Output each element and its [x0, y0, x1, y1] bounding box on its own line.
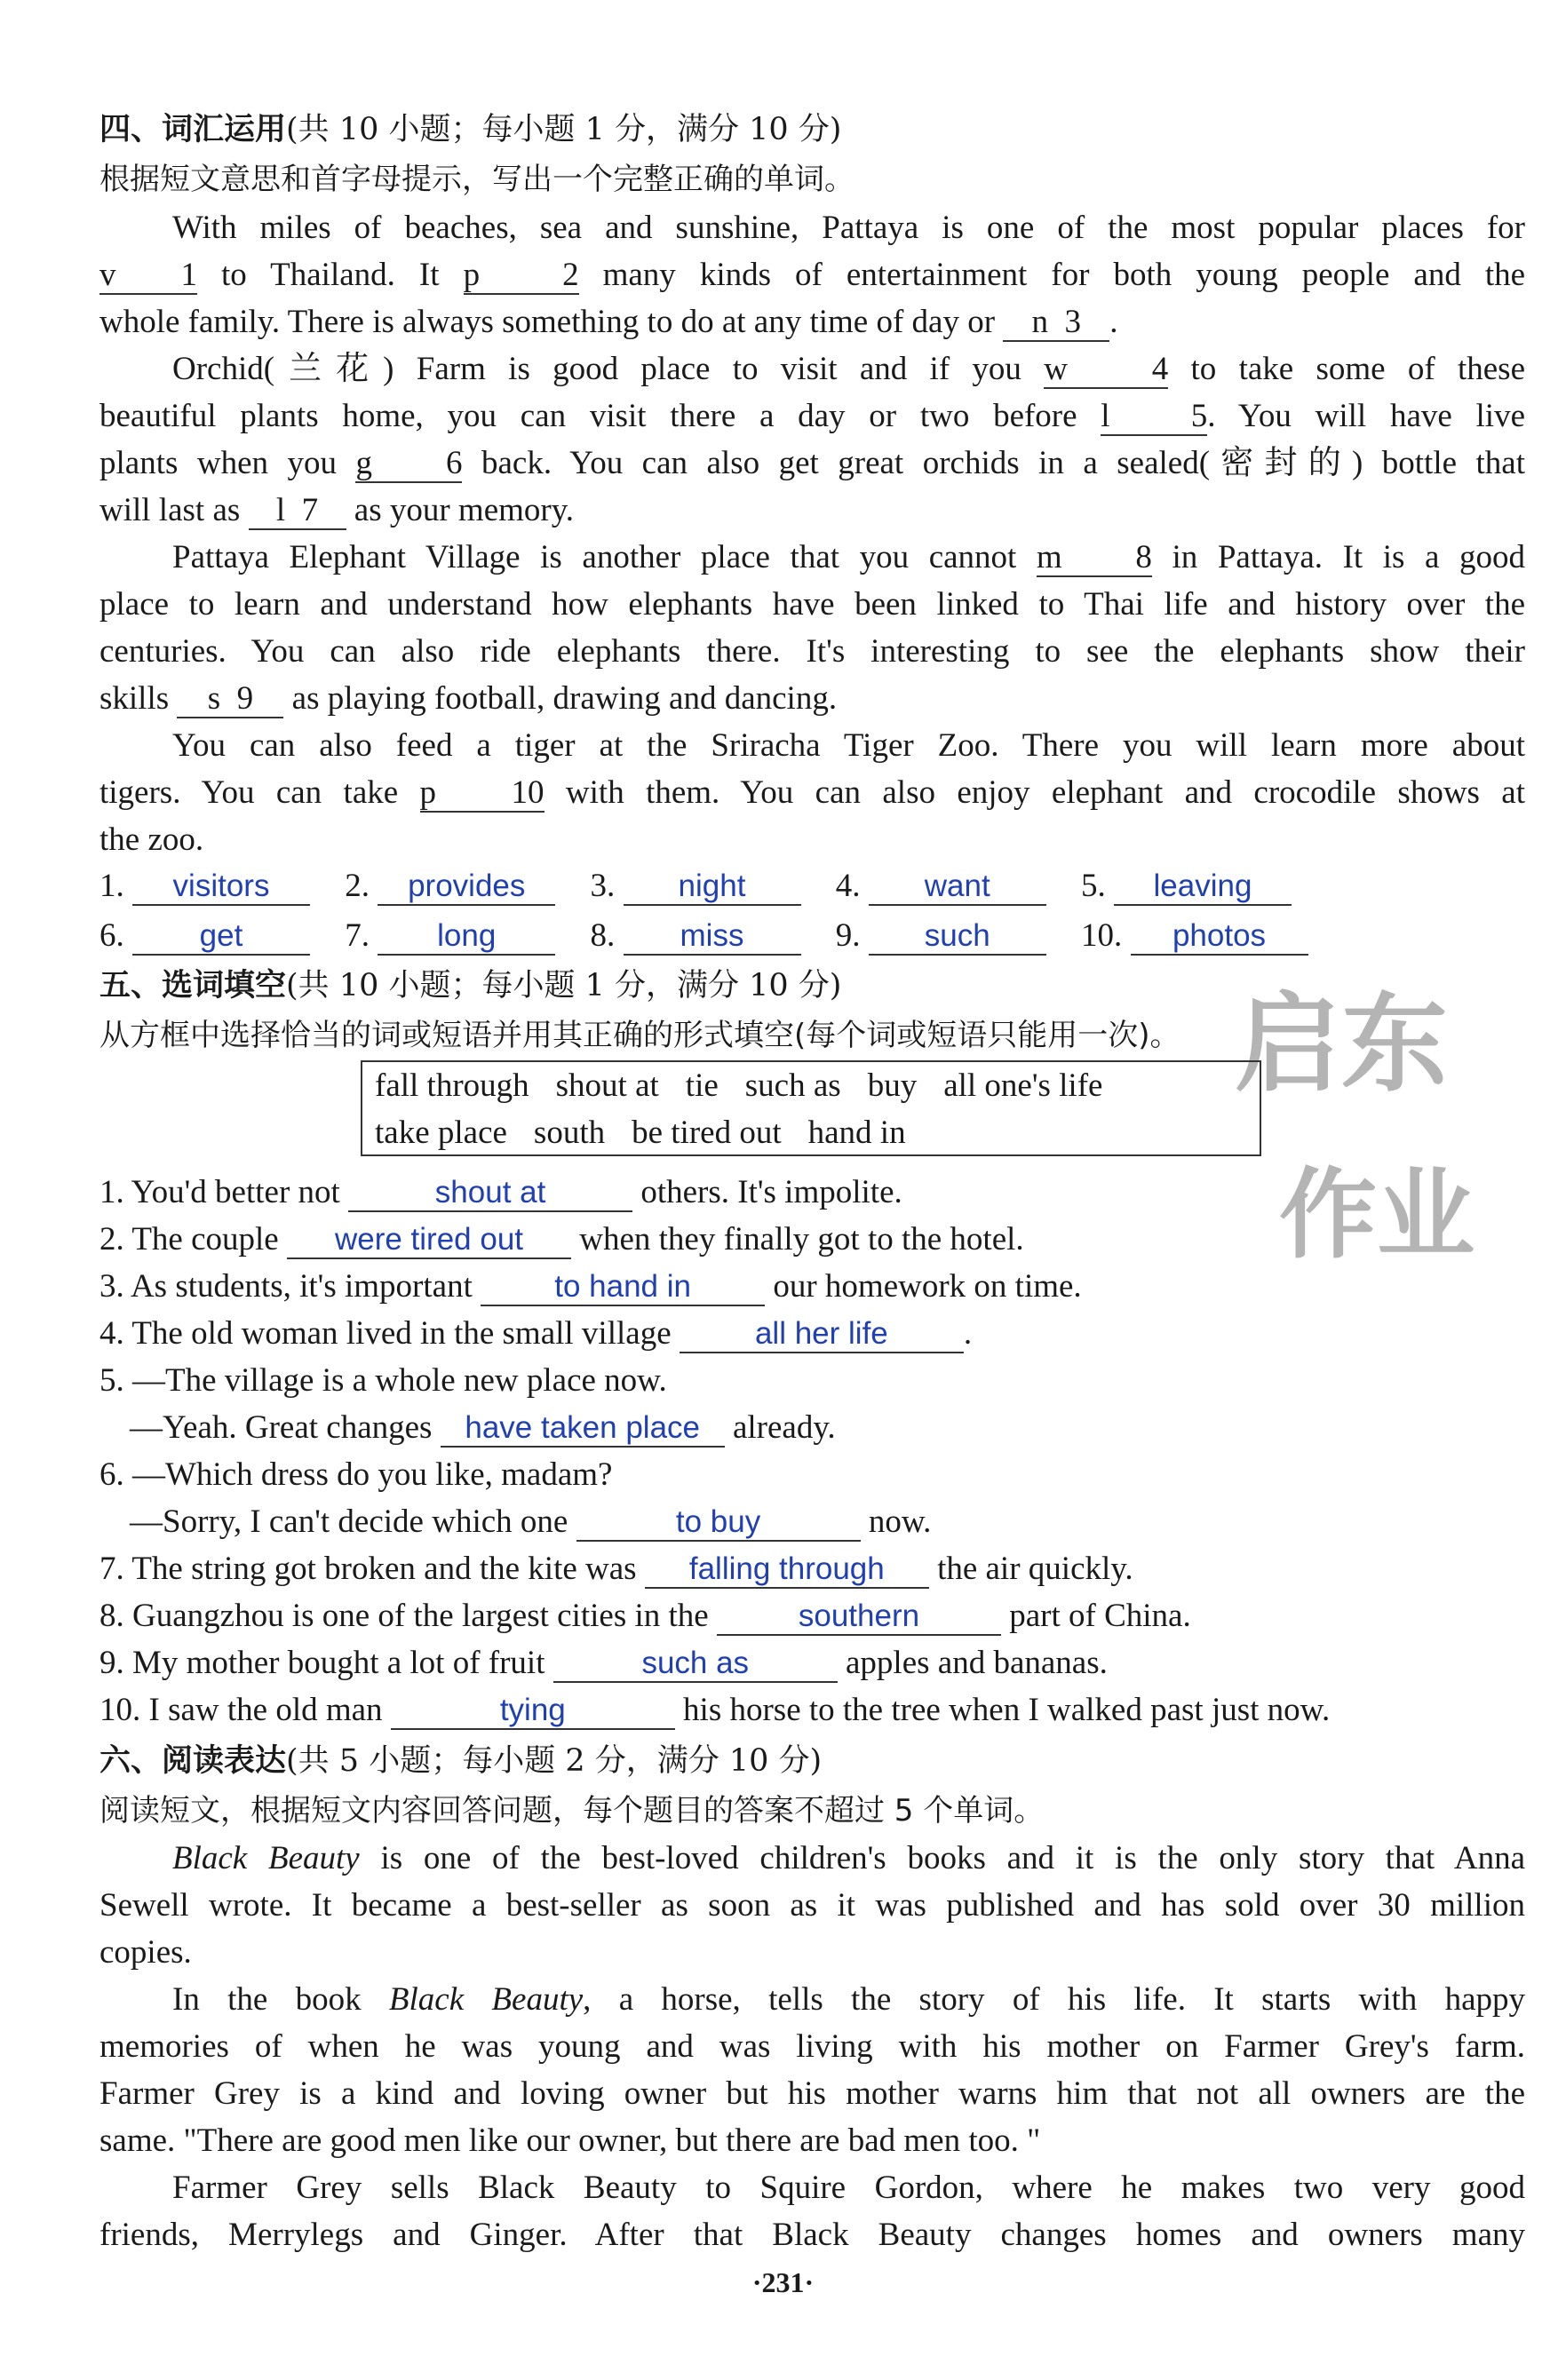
- section5-instruction: 从方框中选择恰当的词或短语并用其正确的形式填空(每个词或短语只能用一次)。: [99, 1018, 1180, 1053]
- question-line: 9. My mother bought a lot of fruit such as apples and bananas.: [99, 1645, 1108, 1681]
- passage-line: centuries. You can also ride elephants there. It's interesting to see the elephants show their: [99, 633, 1525, 670]
- question-line: 5. —The village is a whole new place now.: [99, 1362, 667, 1399]
- passage-line: In the book Black Beauty, a horse, tells the story of his life. It starts with happy: [172, 1981, 1526, 2018]
- question-line: 2. The couple were tired out when they finally got to the hotel.: [99, 1221, 1024, 1257]
- passage-line: place to learn and understand how elephants have been linked to Thai life and history over the: [99, 586, 1525, 623]
- section4-instruction: 根据短文意思和首字母提示，写出一个完整正确的单词。: [99, 162, 855, 197]
- passage-line: With miles of beaches, sea and sunshine, Pattaya is one of the most popular places for: [172, 210, 1525, 246]
- answer-row: [99, 861, 1318, 911]
- question-line: 7. The string got broken and the kite was falling through the air quickly.: [99, 1551, 1133, 1587]
- fill-blank-1: v 1: [99, 257, 197, 293]
- word-box: [361, 1060, 1261, 1156]
- passage-line: friends, Merrylegs and Ginger. After that Black Beauty changes homes and owners many: [99, 2217, 1525, 2253]
- fill-blank-2: p 2: [463, 257, 579, 293]
- fill-blank-8: m 8: [1036, 539, 1152, 575]
- passage-line: whole family. There is always something to do at any time of day or n 3 .: [99, 304, 1118, 340]
- word-box-row: take place south be tired out hand in: [375, 1115, 906, 1151]
- answer-item: 9. such: [836, 911, 1046, 961]
- answer-item: 7. long: [345, 911, 555, 961]
- answer-item: 8. miss: [591, 911, 801, 961]
- question-line: 6. —Which dress do you like, madam?: [99, 1456, 613, 1493]
- page-number: ·231·: [751, 2266, 815, 2298]
- answer-item: 2. provides: [345, 861, 555, 911]
- question-line: 1. You'd better not shout at others. It's impolite.: [99, 1174, 902, 1210]
- passage-line: plants when you g 6 back. You can also get great orchids in a sealed(密封的) bottle that: [99, 445, 1525, 481]
- passage-line: Sewell wrote. It became a best-seller as soon as it was published and has sold over 30 million: [99, 1887, 1525, 1924]
- passage-line: Black Beauty is one of the best-loved children's books and it is the only story that Anna: [172, 1840, 1526, 1876]
- question-line: 4. The old woman lived in the small village all her life .: [99, 1315, 973, 1352]
- passage-line: tigers. You can take p 10 with them. You can also enjoy elephant and crocodile shows at: [99, 774, 1526, 811]
- answer-item: 1. visitors: [99, 861, 310, 911]
- fill-blank-5: l 5: [1101, 398, 1208, 434]
- answer-item: 4. want: [836, 861, 1046, 911]
- question-line: 3. As students, it's important to hand in our homework on time.: [99, 1268, 1082, 1305]
- fill-blank-3: n 3: [1003, 305, 1109, 342]
- fill-blank-6: g 6: [355, 445, 463, 481]
- question-line: 10. I saw the old man tying his horse to the tree when I walked past just now.: [99, 1692, 1331, 1728]
- word-box-row: fall through shout at tie such as buy all one's life: [375, 1067, 1103, 1104]
- passage-line: Pattaya Elephant Village is another place that you cannot m 8 in Pattaya. It is a good: [172, 539, 1526, 575]
- question-line: —Yeah. Great changes have taken place already.: [130, 1409, 836, 1446]
- passage-line: Orchid(兰花) Farm is good place to visit and if you w 4 to take some of these: [172, 351, 1526, 387]
- watermark-line2: 作业: [1279, 1157, 1475, 1272]
- passage-line: v 1 to Thailand. It p 2 many kinds of entertainment for both young people and the: [99, 257, 1526, 293]
- section6-instruction: 阅读短文，根据短文内容回答问题，每个题目的答案不超过 5 个单词。: [99, 1793, 1045, 1829]
- section5-heading: 五、选词填空(共 10 小题；每小题 1 分，满分 10 分): [99, 968, 842, 1004]
- passage-line: Farmer Grey sells Black Beauty to Squire Gordon, where he makes two very good: [172, 2170, 1525, 2206]
- answer-item: 3. night: [591, 861, 801, 911]
- passage-line: will last as l 7 as your memory.: [99, 492, 575, 528]
- question-line: 8. Guangzhou is one of the largest cities in the southern part of China.: [99, 1598, 1191, 1634]
- passage-line: same. "There are good men like our owner, but there are bad men too. ": [99, 2122, 1041, 2159]
- passage-line: the zoo.: [99, 821, 204, 858]
- section4-heading: 四、词汇运用(共 10 小题；每小题 1 分，满分 10 分): [99, 112, 842, 147]
- fill-blank-10: p 10: [419, 774, 545, 811]
- answer-item: 5. leaving: [1081, 861, 1292, 911]
- answer-item: 10. photos: [1081, 911, 1308, 961]
- fill-blank-9: s 9: [177, 681, 283, 718]
- watermark-line1: 启东: [1235, 981, 1448, 1107]
- answer-row: [99, 911, 1335, 961]
- passage-line: memories of when he was young and was living with his mother on Farmer Grey's farm.: [99, 2028, 1525, 2065]
- fill-blank-7: l 7: [249, 493, 346, 530]
- section6-heading: 六、阅读表达(共 5 小题；每小题 2 分，满分 10 分): [99, 1743, 823, 1779]
- passage-line: beautiful plants home, you can visit there a day or two before l 5. You will have live: [99, 398, 1525, 434]
- passage-line: copies.: [99, 1934, 192, 1971]
- question-line: —Sorry, I can't decide which one to buy now.: [130, 1503, 932, 1540]
- fill-blank-4: w 4: [1044, 351, 1169, 387]
- passage-line: Farmer Grey is a kind and loving owner but his mother warns him that not all owners are the: [99, 2075, 1525, 2112]
- passage-line: skills s 9 as playing football, drawing and dancing.: [99, 680, 838, 717]
- passage-line: You can also feed a tiger at the Sriracha Tiger Zoo. There you will learn more about: [172, 727, 1525, 764]
- answer-item: 6. get: [99, 911, 310, 961]
